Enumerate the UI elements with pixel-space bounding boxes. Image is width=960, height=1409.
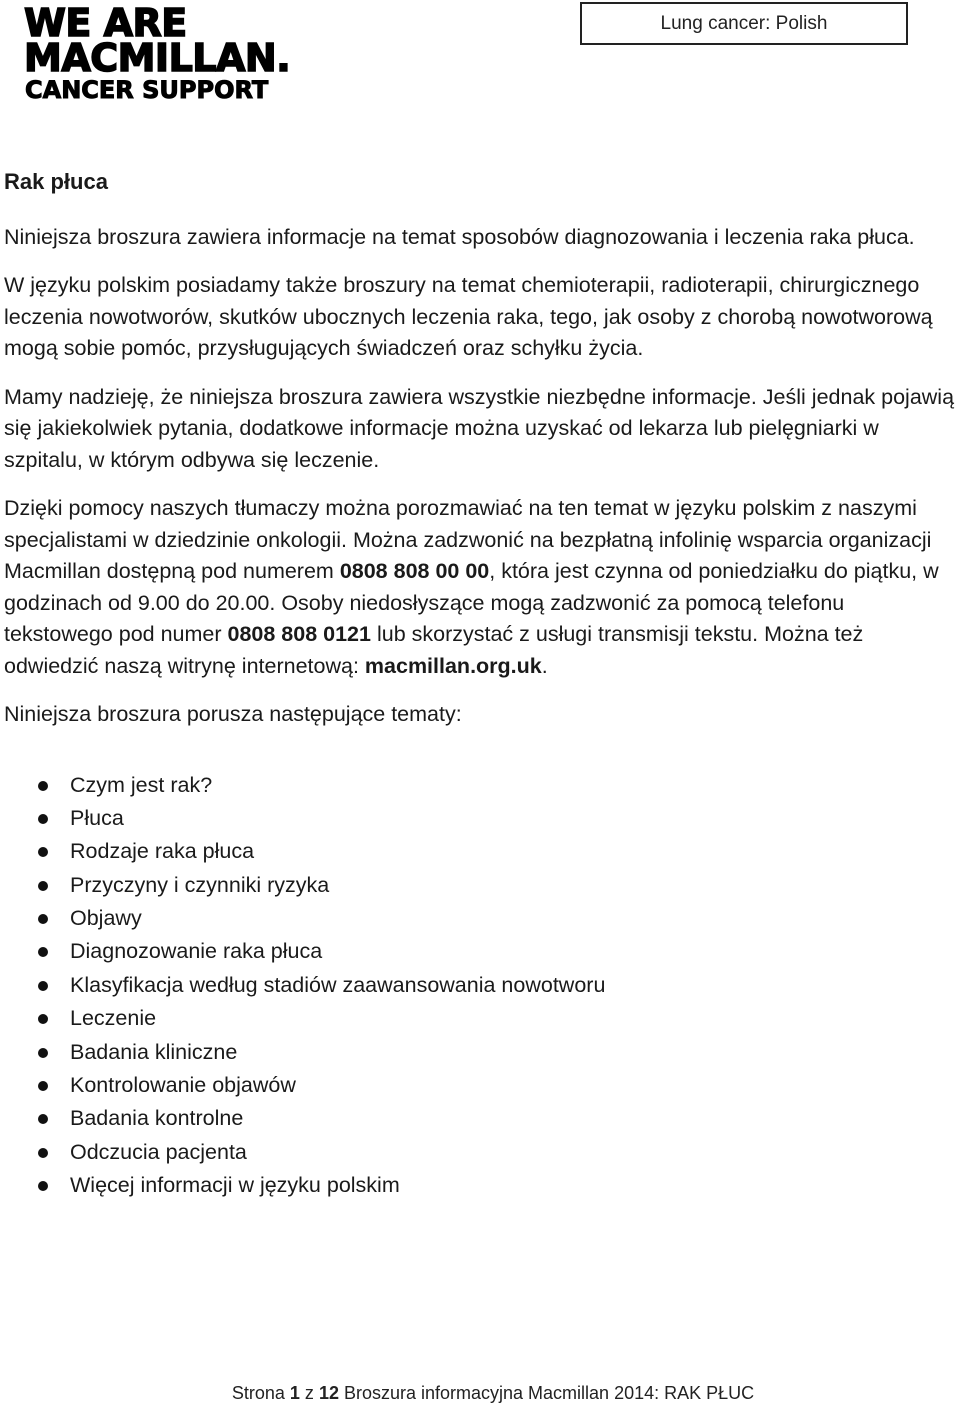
footer-page-word: Strona bbox=[231, 1383, 285, 1403]
topic-label: Płuca bbox=[70, 805, 124, 830]
macmillan-logo bbox=[24, 2, 314, 102]
contact-text-1: Dzięki pomocy naszych tłumaczy można porozmawiać na ten temat w języku polskim z naszymi specjalistami w dziedzinie onkologii. Można zadzwonić na bezpłatną infolinię wsparcia organizacji Macmillan dostępną pod numerem bbox=[4, 496, 932, 583]
page-title: Rak płuca bbox=[4, 169, 108, 194]
bullet-icon bbox=[38, 1148, 48, 1158]
contact-paragraph bbox=[4, 493, 958, 682]
list-item bbox=[4, 1136, 958, 1169]
list-item bbox=[4, 1102, 958, 1135]
bullet-icon bbox=[38, 781, 48, 791]
list-item bbox=[4, 869, 958, 902]
contact-text-2: , która jest czynna od poniedziałku do piątku, w godzinach od 9.00 do 20.00. Osoby niedosłyszące mogą zadzwonić za pomocą telefonu tekstowego pod numer bbox=[4, 559, 939, 646]
topics-heading: Niniejsza broszura porusza następujące tematy: bbox=[4, 702, 462, 726]
topic-label: Kontrolowanie objawów bbox=[70, 1073, 296, 1098]
topic-label: Leczenie bbox=[70, 1006, 157, 1031]
topic-label: Rodzaje raka płuca bbox=[70, 839, 255, 864]
list-item bbox=[4, 969, 958, 1002]
footer-text: Broszura informacyjna Macmillan 2014: RAK PŁUC bbox=[343, 1383, 755, 1403]
logo-line-2: MACMILLAN. bbox=[24, 36, 291, 80]
textphone-number: 0808 808 0121 bbox=[227, 622, 371, 646]
topic-label: Odczucia pacjenta bbox=[70, 1139, 247, 1164]
other-leaflets-paragraph: W języku polskim posiadamy także broszury na temat chemioterapii, radioterapii, chirurgicznego leczenia nowotworów, skutków ubocznych leczenia raka, tego, jak osoby z chorobą nowotworową mogą sobie pomóc, przysługujących świadczeń oraz schyłku życia. bbox=[4, 273, 933, 360]
topic-label: Diagnozowanie raka płuca bbox=[70, 939, 323, 964]
topic-label: Czym jest rak? bbox=[70, 772, 213, 797]
bullet-icon bbox=[38, 914, 48, 924]
bullet-icon bbox=[38, 1014, 48, 1024]
bullet-icon bbox=[38, 847, 48, 857]
bullet-icon bbox=[38, 814, 48, 824]
bullet-icon bbox=[38, 1081, 48, 1091]
document-body bbox=[4, 166, 958, 1203]
bullet-icon bbox=[38, 981, 48, 991]
list-item bbox=[4, 1169, 958, 1202]
bullet-icon bbox=[38, 947, 48, 957]
logo-line-3: CANCER SUPPORT bbox=[25, 76, 269, 102]
bullet-icon bbox=[38, 1048, 48, 1058]
list-item bbox=[4, 802, 958, 835]
topic-label: Badania kontrolne bbox=[70, 1106, 244, 1131]
bullet-icon bbox=[38, 1181, 48, 1191]
list-item bbox=[4, 835, 958, 868]
topic-label: Klasyfikacja według stadiów zaawansowania nowotworu bbox=[70, 972, 606, 997]
topic-label: Więcej informacji w języku polskim bbox=[70, 1173, 400, 1198]
footer-page-number: 1 bbox=[289, 1383, 300, 1403]
footer-of-word: z bbox=[304, 1383, 314, 1403]
list-item bbox=[4, 769, 958, 802]
contact-text-3: lub skorzystać z usługi transmisji tekstu. Można też odwiedzić naszą witrynę internetową: bbox=[4, 622, 864, 678]
topic-label: Przyczyny i czynniki ryzyka bbox=[70, 872, 330, 897]
list-item bbox=[4, 1036, 958, 1069]
website-link[interactable]: macmillan.org.uk bbox=[364, 653, 542, 678]
page-footer bbox=[0, 1383, 960, 1404]
topics-list bbox=[4, 769, 958, 1203]
hope-paragraph: Mamy nadzieję, że niniejsza broszura zawiera wszystkie niezbędne informacje. Jeśli jednak pojawią się jakiekolwiek pytania, dodatkowe informacje można uzyskać od lekarza lub pielęgniarki w szpitalu, w którym odbywa się leczenie. bbox=[4, 384, 955, 472]
list-item bbox=[4, 902, 958, 935]
topic-label: Objawy bbox=[70, 906, 142, 931]
intro-paragraph: Niniejsza broszura zawiera informacje na temat sposobów diagnozowania i leczenia raka płuca. bbox=[4, 224, 915, 249]
list-item bbox=[4, 1002, 958, 1035]
bullet-icon bbox=[38, 881, 48, 891]
document-tag-label: Lung cancer: Polish bbox=[660, 12, 828, 34]
footer-page-total: 12 bbox=[318, 1383, 339, 1403]
document-tag bbox=[580, 2, 908, 45]
list-item bbox=[4, 1069, 958, 1102]
support-line-number: 0808 808 00 00 bbox=[339, 559, 490, 583]
bullet-icon bbox=[38, 1114, 48, 1124]
contact-text-4: . bbox=[541, 653, 548, 678]
topic-label: Badania kliniczne bbox=[70, 1039, 238, 1064]
list-item bbox=[4, 935, 958, 968]
logo-line-1: WE ARE bbox=[24, 2, 187, 45]
